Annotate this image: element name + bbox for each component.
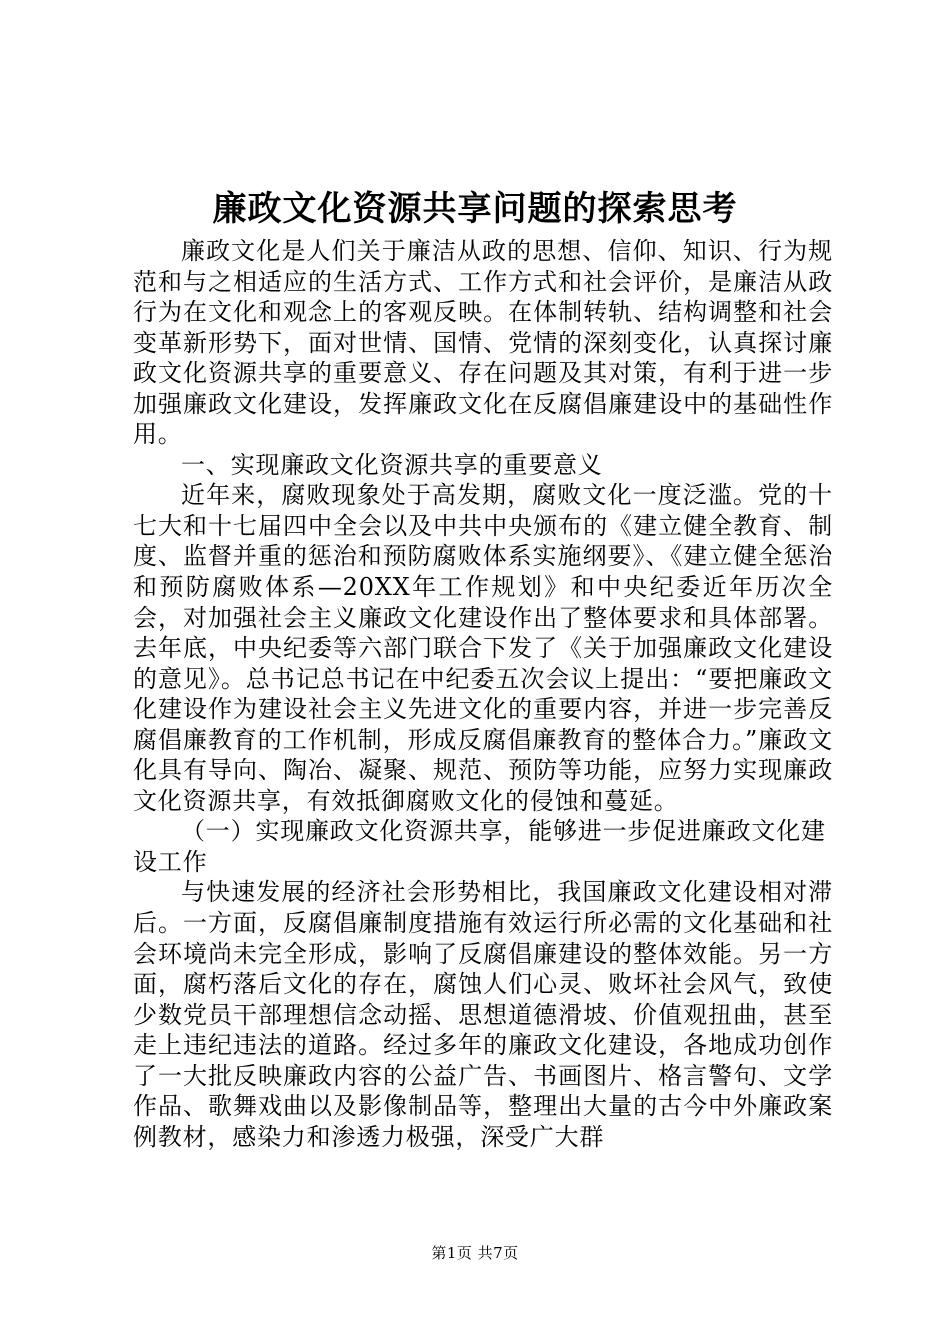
document-body <box>133 236 833 1152</box>
paragraph-background: 近年来，腐败现象处于高发期，腐败文化一度泛滥。党的十七大和十七届四中全会以及中共中央颁布的《建立健全教育、制度、监督并重的惩治和预防腐败体系实施纲要》、《建立健全惩治和预防腐败体系—20XX年工作规划》和中央纪委近年历次全会，对加强社会主义廉政文化建设作出了整体要求和具体部署。去年底，中央纪委等六部门联合下发了《关于加强廉政文化建设的意见》。总书记总书记在中纪委五次会议上提出：“要把廉政文化建设作为建设社会主义先进文化的重要内容，并进一步完善反腐倡廉教育的工作机制，形成反腐倡廉教育的整体合力。”廉政文化具有导向、陶冶、凝聚、规范、预防等功能，应努力实现廉政文化资源共享，有效抵御腐败文化的侵蚀和蔓延。 <box>133 481 833 815</box>
page-number-footer: 第1页 共7页 <box>431 1244 519 1262</box>
section-heading-1: 一、实现廉政文化资源共享的重要意义 <box>181 450 603 479</box>
document-title: 廉政文化资源共享问题的探索思考 <box>212 189 738 229</box>
paragraph-intro: 廉政文化是人们关于廉洁从政的思想、信仰、知识、行为规范和与之相适应的生活方式、工作方式和社会评价，是廉洁从政行为在文化和观念上的客观反映。在体制转轨、结构调整和社会变革新形势下，面对世情、国情、党情的深刻变化，认真探讨廉政文化资源共享的重要意义、存在问题及其对策，有利于进一步加强廉政文化建设，发挥廉政文化在反腐倡廉建设中的基础性作用。 <box>133 237 833 449</box>
paragraph-analysis: 与快速发展的经济社会形势相比，我国廉政文化建设相对滞后。一方面，反腐倡廉制度措施有效运行所必需的文化基础和社会环境尚未完全形成，影响了反腐倡廉建设的整体效能。另一方面，腐朽落后文化的存在，腐蚀人们心灵、败坏社会风气，致使少数党员干部理想信念动摇、思想道德滑坡、价值观扭曲，甚至走上违纪违法的道路。经过多年的廉政文化建设，各地成功创作了一大批反映廉政内容的公益广告、书画图片、格言警句、文学作品、歌舞戏曲以及影像制品等，整理出大量的古今中外廉政案例教材，感染力和渗透力极强，深受广大群 <box>133 878 833 1151</box>
subsection-heading-1: （一）实现廉政文化资源共享，能够进一步促进廉政文化建设工作 <box>133 817 826 876</box>
